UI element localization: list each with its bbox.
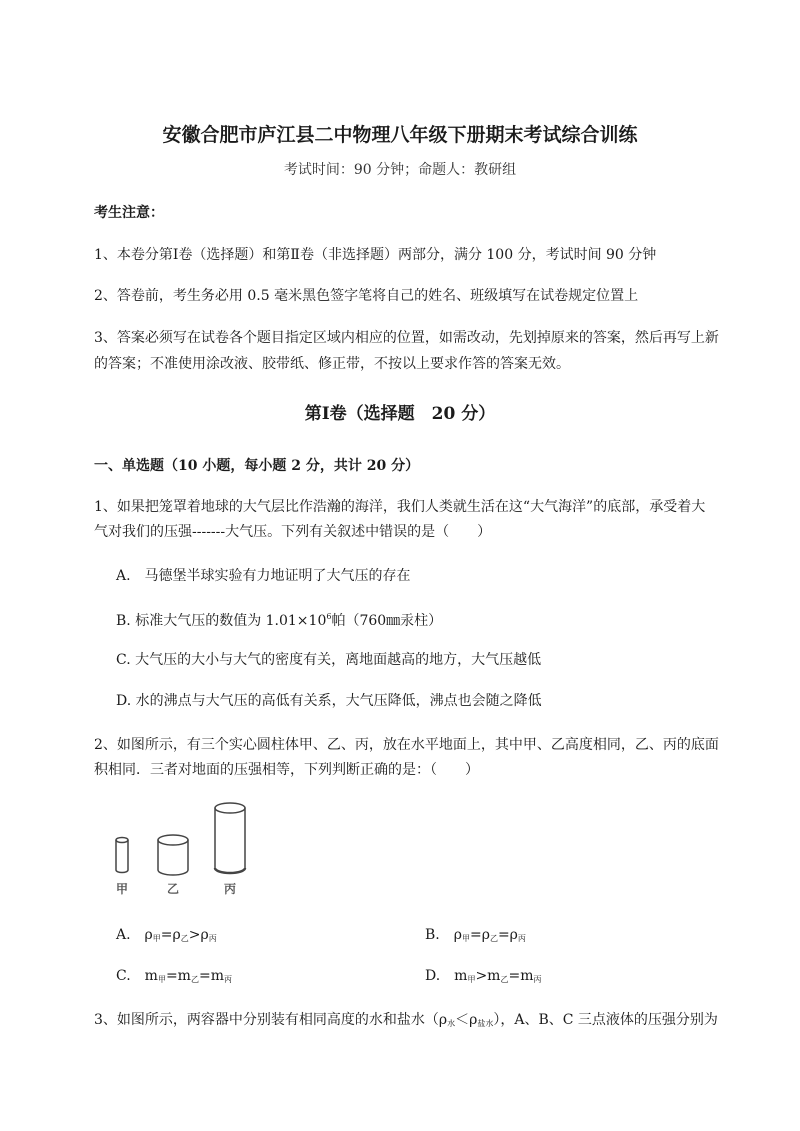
question-1-option-b[interactable]: B. 标准大气压的数值为 $1.01\times 10^6$帕（760㎜汞柱） [116,612,443,629]
part-heading: 一、单选题（10 小题，每小题 2 分，共计 20 分） [94,458,420,474]
notice-item: 2、答卷前，考生务必用 0.5 毫米黑色签字笔将自己的姓名、班级填写在试卷规定位置上 [94,288,639,304]
figure-label-yi: 乙 [167,882,180,896]
notice-item: 3、答案必须写在试卷各个题目指定区域内相应的位置，如需改动，先划掉原来的答案，然后再写上新 [94,330,719,346]
page-title: 安徽合肥市庐江县二中物理八年级下册期末考试综合训练 [162,124,638,146]
cylinder-yi [158,835,188,875]
question-2-option-a[interactable]: A. $\rho_甲=\rho_乙>\rho_丙$ [116,927,217,943]
question-1-stem: 气对我们的压强-------大气压。下列有关叙述中错误的是（ ） [94,524,492,540]
question-2-stem: 2、如图所示，有三个实心圆柱体甲、乙、丙，放在水平地面上，其中甲、乙高度相同，乙、丙的底面 [94,737,719,753]
figure-label-jia: 甲 [116,882,129,896]
question-3-stem: 3、如图所示，两容器中分别装有相同高度的水和盐水$(\rho_水<\rho_{盐水})$，A、B、C 三点液体的压强分别为 [94,1012,718,1028]
cylinder-jia [116,838,128,873]
question-2-option-d[interactable]: D. $m_甲>m_乙=m_丙$ [425,968,542,984]
exam-info: 考试时间：90 分钟；命题人：教研组 [283,162,517,178]
cylinders-diagram [108,800,268,900]
cylinder-bing [215,803,245,873]
section-title: 第Ⅰ卷（选择题 20 分） [304,404,496,424]
notice-item: 的答案；不准使用涂改液、胶带纸、修正带，不按以上要求作答的答案无效。 [94,356,570,372]
question-1-option-a[interactable]: A. 马德堡半球实验有力地证明了大气压的存在 [116,568,411,584]
notice-heading: 考生注意： [94,205,164,221]
question-1-option-c[interactable]: C. 大气压的大小与大气的密度有关，离地面越高的地方，大气压越低 [116,652,542,668]
question-2-option-b[interactable]: B. $\rho_甲=\rho_乙=\rho_丙$ [425,927,526,943]
question-1-stem: 1、如果把笼罩着地球的大气层比作浩瀚的海洋，我们人类就生活在这“大气海洋”的底部，承受着大 [94,499,706,515]
question-2-option-c[interactable]: C. $m_甲=m_乙=m_丙$ [116,968,232,984]
figure-label-bing: 丙 [224,882,237,896]
question-1-option-d[interactable]: D. 水的沸点与大气压的高低有关系，大气压降低，沸点也会随之降低 [116,693,542,709]
notice-item: 1、本卷分第Ⅰ卷（选择题）和第Ⅱ卷（非选择题）两部分，满分 100 分，考试时间 90 分钟 [94,247,657,263]
question-2-stem: 积相同．三者对地面的压强相等，下列判断正确的是：（ ） [94,762,479,778]
cylinders-figure [108,800,268,900]
